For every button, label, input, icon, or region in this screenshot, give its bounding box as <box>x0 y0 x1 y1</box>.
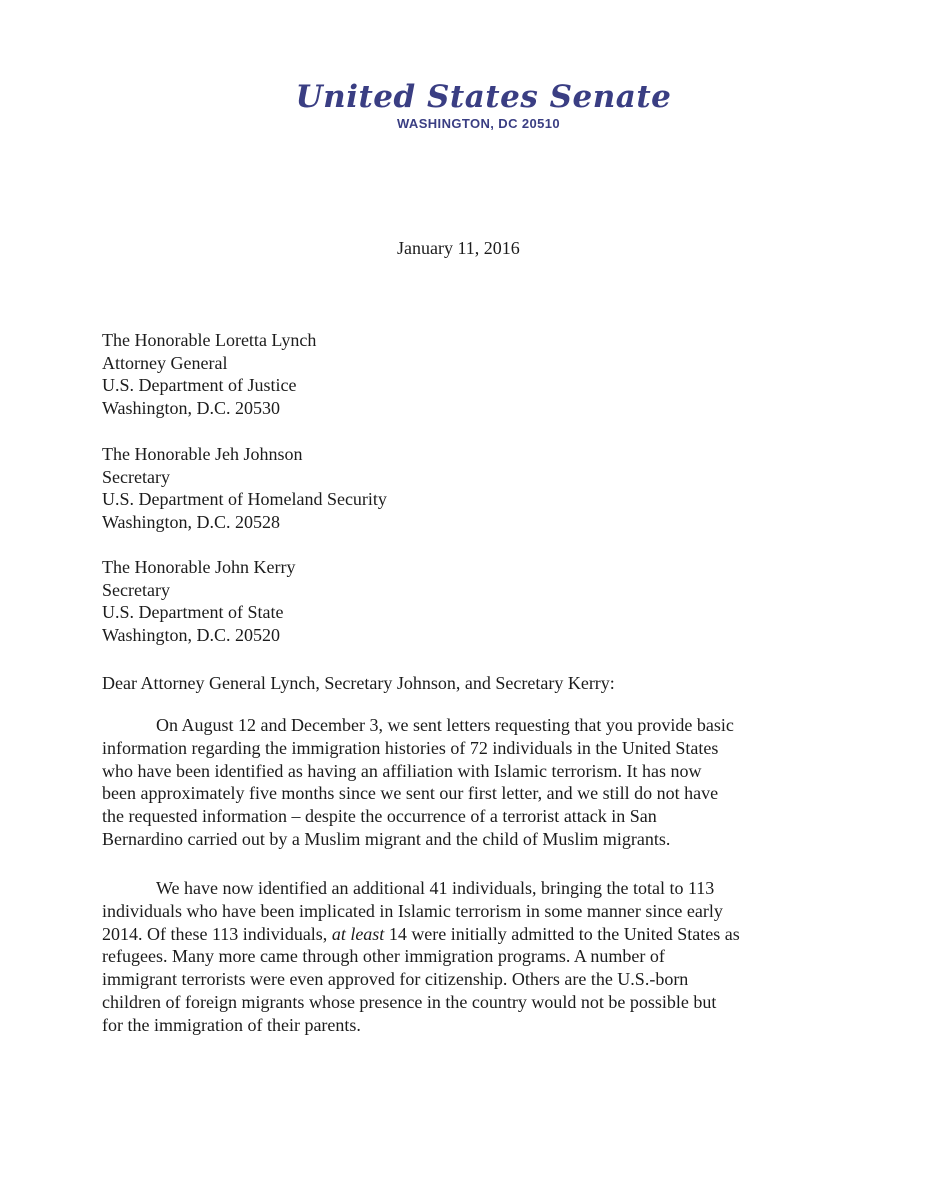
recipient-department: U.S. Department of State <box>102 602 284 623</box>
paragraph-line: for the immigration of their parents. <box>102 1014 361 1035</box>
paragraph-line: children of foreign migrants whose presence in the country would not be possible but <box>102 991 717 1012</box>
recipient-block <box>102 329 316 420</box>
letterhead <box>0 80 943 131</box>
body-paragraph-1 <box>102 714 822 851</box>
recipient-title: Secretary <box>102 466 170 487</box>
recipient-name: The Honorable Jeh Johnson <box>102 444 303 464</box>
letterhead-title: United States Senate <box>295 79 672 115</box>
paragraph-line: who have been identified as having an affiliation with Islamic terrorism. It has now <box>102 760 702 781</box>
paragraph-line: individuals who have been implicated in Islamic terrorism in some manner since early <box>102 900 723 921</box>
paragraph-line: been approximately five months since we sent our first letter, and we still do not have <box>102 783 719 804</box>
recipient-department: U.S. Department of Homeland Security <box>102 489 387 510</box>
recipient-city: Washington, D.C. 20528 <box>102 512 281 533</box>
recipient-block <box>102 556 295 647</box>
paragraph-line: refugees. Many more came through other immigration programs. A number of <box>102 946 665 967</box>
paragraph-line: On August 12 and December 3, we sent letters requesting that you provide basic <box>156 715 734 735</box>
paragraph-line: Bernardino carried out by a Muslim migrant and the child of Muslim migrants. <box>102 828 671 849</box>
paragraph-line: information regarding the immigration histories of 72 individuals in the United States <box>102 737 719 758</box>
recipient-title: Secretary <box>102 579 170 600</box>
recipient-name: The Honorable Loretta Lynch <box>102 330 317 350</box>
recipient-city: Washington, D.C. 20530 <box>102 398 281 419</box>
paragraph-line <box>102 923 822 946</box>
body-paragraph-2 <box>102 877 822 1037</box>
salutation: Dear Attorney General Lynch, Secretary Johnson, and Secretary Kerry: <box>102 673 615 693</box>
paragraph-text: 2014. Of these 113 individuals, <box>102 923 332 944</box>
paragraph-line: immigrant terrorists were even approved for citizenship. Others are the U.S.-born <box>102 969 689 990</box>
paragraph-text: 14 were initially admitted to the United States as <box>384 923 740 944</box>
emphasis-text: at least <box>331 923 385 944</box>
recipient-city: Washington, D.C. 20520 <box>102 625 281 646</box>
letter-date: January 11, 2016 <box>397 238 520 258</box>
recipient-title: Attorney General <box>102 352 228 373</box>
paragraph-line: the requested information – despite the occurrence of a terrorist attack in San <box>102 806 657 827</box>
letterhead-address: WASHINGTON, DC 20510 <box>396 116 561 131</box>
paragraph-line: We have now identified an additional 41 individuals, bringing the total to 113 <box>156 878 715 898</box>
recipient-block <box>102 443 387 534</box>
recipient-name: The Honorable John Kerry <box>102 557 296 577</box>
recipient-department: U.S. Department of Justice <box>102 375 297 396</box>
